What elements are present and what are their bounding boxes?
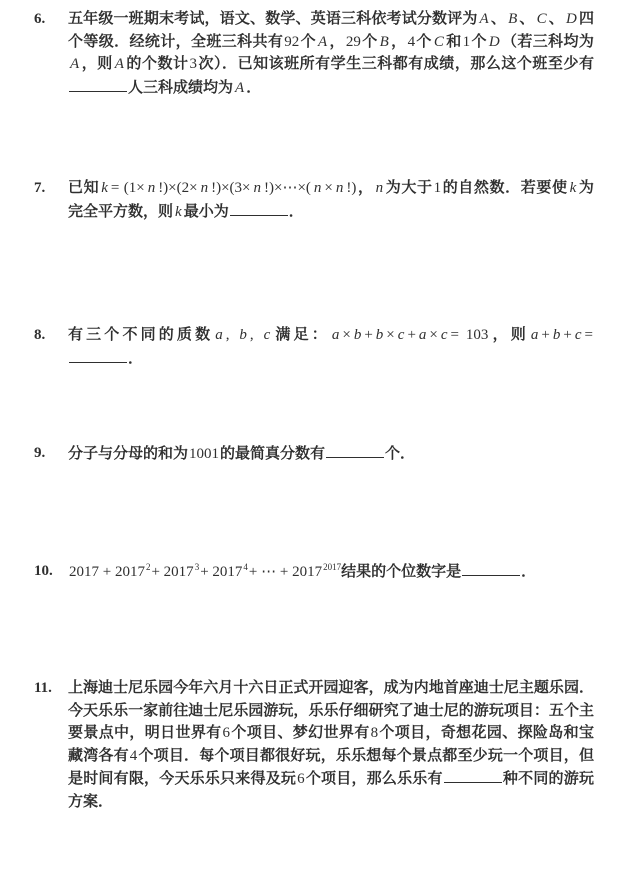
math-expression: + (541, 327, 550, 343)
math-expression: , (225, 327, 237, 343)
math-expression: 1 (462, 33, 471, 50)
math-expression: + (407, 327, 416, 343)
math-variable: b (552, 327, 561, 343)
problem-statement-text: 已知 (68, 180, 100, 196)
math-variable: n (375, 180, 384, 196)
problem-statement-text: 四个等级．经统计，全班三科共有 (68, 11, 594, 50)
math-variable: A (317, 33, 328, 50)
problem-statement-text: 个． (385, 446, 416, 462)
math-variable: C (433, 33, 444, 50)
problem-statement-text: ． (128, 350, 144, 367)
answer-blank (326, 442, 384, 458)
problem-statement-text: ． (521, 564, 537, 580)
problem-statement-text: 次）．已知该班所有学生三科都有成绩，那么这个班至少有 (198, 56, 594, 72)
math-variable: A (479, 11, 489, 27)
problem-item (34, 442, 594, 466)
problem-statement-text: 的最简真分数有 (220, 446, 326, 462)
problem-statement-text: ， (329, 33, 345, 50)
math-superscript: 2 (145, 562, 151, 572)
problem-text (68, 324, 594, 370)
math-expression: 6 (222, 725, 231, 741)
problem-statement-text: 结果的个位数字是 (341, 564, 462, 580)
problem-text (68, 560, 594, 584)
math-expression: !)×⋯×( (264, 180, 311, 196)
math-variable: c (574, 327, 582, 343)
problem-number: 10. (34, 563, 53, 579)
problem-statement-text: ． (246, 79, 262, 96)
math-variable: b (353, 327, 362, 343)
math-superscript: 4 (243, 562, 248, 572)
math-variable: k (175, 203, 182, 220)
problem-statement-text: ，则 (489, 327, 529, 343)
problem-statement-text: 为完全平方数，则 (68, 180, 594, 220)
math-variable: n (253, 180, 261, 196)
math-variable: a (418, 327, 427, 343)
problem-item (34, 324, 594, 370)
math-expression: !)×(3× (211, 180, 251, 196)
problem-statement-text: 个项目，那么乐乐有 (305, 771, 443, 787)
problem-statement-text: 最小为 (183, 203, 229, 220)
problem-statement-text: （若三科均为 (501, 33, 594, 50)
math-expression: 8 (370, 725, 379, 741)
math-variable: b (375, 327, 384, 343)
problem-item (34, 677, 594, 813)
problem-statement-text: 的个数计 (125, 56, 189, 72)
math-variable: D (488, 33, 500, 50)
math-expression: 4 (407, 33, 416, 50)
math-expression: , (249, 327, 261, 343)
problem-statement-text: 个 (416, 33, 432, 50)
math-expression: + 2017 (151, 564, 194, 580)
problem-statement-text: 满足： (272, 327, 330, 343)
math-expression: = (1× (110, 180, 145, 196)
math-variable: k (569, 180, 577, 196)
problem-item (34, 8, 594, 99)
problem-text (68, 177, 594, 223)
math-expression: = 103 (450, 327, 489, 343)
math-expression: !)×(2× (158, 180, 198, 196)
problem-statement-text: ， (390, 33, 407, 50)
problem-item (34, 560, 594, 584)
math-expression: + ⋯ + 2017 (248, 564, 323, 580)
problem-number: 9. (34, 445, 46, 461)
problem-statement-text: 、 (490, 11, 507, 27)
math-expression: !) (346, 180, 357, 196)
math-variable: D (565, 11, 577, 27)
problem-statement-text: ． (288, 203, 304, 220)
problem-statement-text: 、 (519, 11, 535, 27)
math-expression: 6 (297, 771, 305, 787)
math-variable: c (397, 327, 405, 343)
math-expression: + (364, 327, 373, 343)
problem-statement-text: 个 (471, 33, 487, 50)
problem-number: 7. (34, 180, 46, 196)
math-variable: n (200, 180, 209, 196)
problem-text (68, 8, 594, 99)
math-variable: a (215, 327, 223, 343)
problem-statement-text: 个 (361, 33, 378, 50)
math-expression: 1 (433, 180, 442, 196)
math-expression: 4 (129, 747, 138, 764)
problem-statement-text: 的自然数．若要使 (442, 180, 568, 196)
math-superscript: 2017 (323, 562, 342, 572)
problem-text (68, 677, 594, 813)
problem-statement-text: 为大于 (385, 180, 433, 196)
math-expression: 29 (345, 33, 361, 50)
problem-statement-text: 、 (548, 11, 564, 27)
math-variable: n (147, 180, 156, 196)
math-variable: A (114, 56, 124, 72)
math-expression: 1001 (189, 446, 220, 462)
problem-number: 11. (34, 680, 52, 696)
problem-statement-text: 个项目，奇想花园、探险岛和宝藏湾各有 (68, 725, 594, 764)
answer-blank (230, 200, 288, 216)
math-expression: × (386, 327, 395, 343)
math-expression: × (324, 180, 333, 196)
math-variable: c (263, 327, 271, 343)
answer-blank (69, 76, 127, 92)
math-variable: k (101, 180, 108, 196)
math-variable: B (379, 33, 389, 50)
problem-number: 8. (34, 327, 46, 343)
math-expression: + 2017 (200, 564, 243, 580)
math-superscript: 3 (194, 562, 200, 572)
problem-item (34, 177, 594, 223)
math-expression: 3 (189, 56, 197, 72)
math-variable: A (70, 56, 80, 72)
problem-statement-text: 人三科成绩均为 (128, 79, 234, 96)
math-expression: × (429, 327, 438, 343)
problem-statement-text: 和 (445, 33, 462, 50)
problem-statement-text: ，则 (81, 56, 113, 72)
math-expression: × (342, 327, 351, 343)
problem-statement-text: 五年级一班期末考试，语文、数学、英语三科依考试分数评为 (68, 11, 478, 27)
problem-statement-text: 有三个不同的质数 (68, 327, 214, 343)
answer-blank (462, 560, 520, 576)
problem-number: 6. (34, 11, 46, 27)
math-expression: + (563, 327, 572, 343)
problem-statement-text: 个 (300, 33, 316, 50)
problem-text (68, 442, 594, 466)
math-expression: 92 (284, 33, 300, 50)
problem-statement-text: 上海迪士尼乐园今年六月十六日正式开园迎客，成为内地首座迪士尼主题乐园．今天乐乐一家前往迪士尼乐园游玩，乐乐仔细研究了迪士尼的游玩项目：五个主要景点中，明日世界有 (68, 680, 594, 741)
problem-statement-text: ， (357, 180, 374, 196)
math-variable: c (440, 327, 448, 343)
problem-statement-text: 种不同的游玩方案． (68, 771, 594, 810)
math-variable: a (530, 327, 539, 343)
math-expression: 2017 + 2017 (69, 564, 145, 580)
problem-statement-text: 个项目、梦幻世界有 (231, 725, 370, 741)
math-variable: b (239, 327, 247, 343)
answer-blank (69, 347, 127, 363)
math-variable: a (331, 327, 340, 343)
math-variable: n (335, 180, 344, 196)
math-expression: = (584, 327, 593, 343)
answer-blank (444, 767, 502, 783)
math-variable: C (536, 11, 547, 27)
problem-statement-text: 个项目．每个项目都很好玩，乐乐想每个景点都至少玩一个项目，但是时间有限，今天乐乐只来得及玩 (68, 747, 594, 787)
math-variable: n (313, 180, 322, 196)
math-variable: A (235, 79, 245, 96)
math-variable: B (508, 11, 518, 27)
problem-statement-text: 分子与分母的和为 (68, 446, 189, 462)
